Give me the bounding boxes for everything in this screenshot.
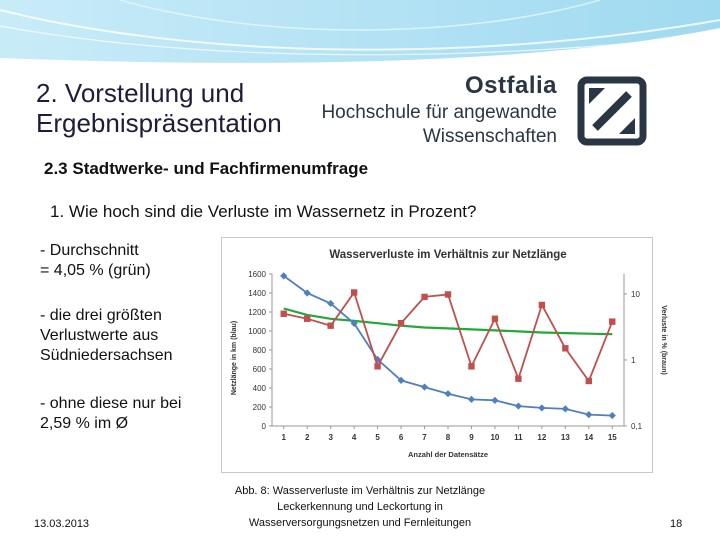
survey-question: 1. Wie hoch sind die Verluste im Wassernetz in Prozent? (50, 202, 477, 221)
x-tick-label: 7 (422, 433, 427, 442)
data-point-square (398, 320, 404, 326)
data-point-square (586, 378, 592, 384)
figure-caption-1: Abb. 8: Wasserverluste im Verhältnis zur Netzlänge (234, 485, 486, 497)
x-tick-label: 9 (469, 433, 474, 442)
x-tick-label: 15 (607, 433, 617, 442)
logo-line-2: Wissenschaften (422, 126, 557, 147)
data-point-square (539, 302, 545, 308)
x-tick-label: 5 (375, 433, 380, 442)
section-subtitle: 2.3 Stadtwerke- und Fachfirmenumfrage (44, 159, 369, 178)
y-axis-right-label: Verluste in % (braun) (660, 305, 667, 375)
bullet-largest-losses: - die drei größten Verlustwerte aus Südniedersachsen (40, 307, 173, 364)
data-point-square (374, 363, 380, 369)
x-tick-label: 2 (304, 433, 310, 442)
x-tick-label: 4 (351, 433, 357, 442)
chart-marks (280, 272, 616, 419)
page-number: 18 (670, 518, 683, 530)
y-axis-left-label: Netzlänge in km (blau) (231, 320, 238, 396)
data-point-square (562, 345, 568, 351)
x-tick-label: 12 (537, 433, 547, 442)
data-point-diamond (491, 397, 498, 404)
x-tick-label: 1 (281, 433, 286, 442)
bullet-average: - Durchschnitt = 4,05 % (grün) (40, 242, 151, 279)
data-point-diamond (515, 402, 522, 409)
data-point-square (327, 322, 333, 328)
x-tick-label: 11 (514, 433, 523, 442)
x-tick-label: 8 (445, 433, 451, 442)
y-right-tick-label: 0,1 (631, 422, 643, 431)
data-point-diamond (609, 412, 616, 419)
chart-title: Wasserverluste im Verhältnis zur Netzlänge (329, 249, 567, 261)
data-point-square (281, 311, 287, 317)
data-point-diamond (468, 396, 475, 403)
data-point-diamond (444, 390, 451, 397)
slide-date: 13.03.2013 (34, 518, 90, 530)
institution-logo (321, 72, 685, 152)
data-point-diamond (585, 411, 592, 418)
y-left-tick-label: 400 (252, 384, 266, 393)
data-point-square (468, 363, 474, 369)
water-loss-chart (222, 238, 667, 472)
y-left-tick-label: 1200 (248, 308, 266, 317)
y-left-tick-label: 1400 (248, 289, 266, 298)
data-point-square (351, 289, 357, 295)
slide-title: 2. Vorstellung und Ergebnispräsentation (36, 78, 282, 138)
x-tick-label: 3 (328, 433, 333, 442)
ostfalia-logo-mark-icon (577, 76, 647, 146)
y-left-tick-label: 600 (252, 365, 266, 374)
data-point-square (421, 294, 427, 300)
data-point-square (609, 318, 615, 324)
data-point-diamond (538, 404, 545, 411)
y-left-tick-label: 0 (261, 422, 266, 431)
y-left-tick-label: 1600 (248, 270, 266, 279)
data-point-diamond (562, 405, 569, 412)
header-banner (0, 0, 720, 70)
logo-name: Ostfalia (464, 72, 557, 99)
data-point-square (515, 376, 521, 382)
data-point-square (304, 316, 310, 322)
x-axis-label: Anzahl der Datensätze (407, 450, 489, 459)
y-left-tick-label: 800 (252, 346, 266, 355)
x-tick-label: 10 (490, 433, 500, 442)
figure-caption-3: Wasserversorgungsnetzen und Fernleitungen (248, 517, 472, 529)
y-left-tick-label: 200 (252, 403, 266, 412)
bullet-without-outliers: - ohne diese nur bei 2,59 % im Ø (40, 395, 182, 432)
data-point-diamond (421, 383, 428, 390)
data-point-square (492, 316, 498, 322)
y-left-tick-label: 1000 (248, 327, 266, 336)
x-tick-label: 14 (584, 433, 594, 442)
y-right-tick-label: 1 (631, 355, 636, 365)
x-tick-label: 13 (560, 433, 570, 442)
figure-caption-2: Leckerkennung und Leckortung in (277, 501, 443, 513)
logo-line-1: Hochschule für angewandte (321, 102, 557, 123)
data-point-square (445, 291, 451, 297)
chart-frame (221, 237, 667, 473)
y-right-tick-label: 10 (631, 289, 640, 299)
x-tick-label: 6 (398, 433, 404, 442)
